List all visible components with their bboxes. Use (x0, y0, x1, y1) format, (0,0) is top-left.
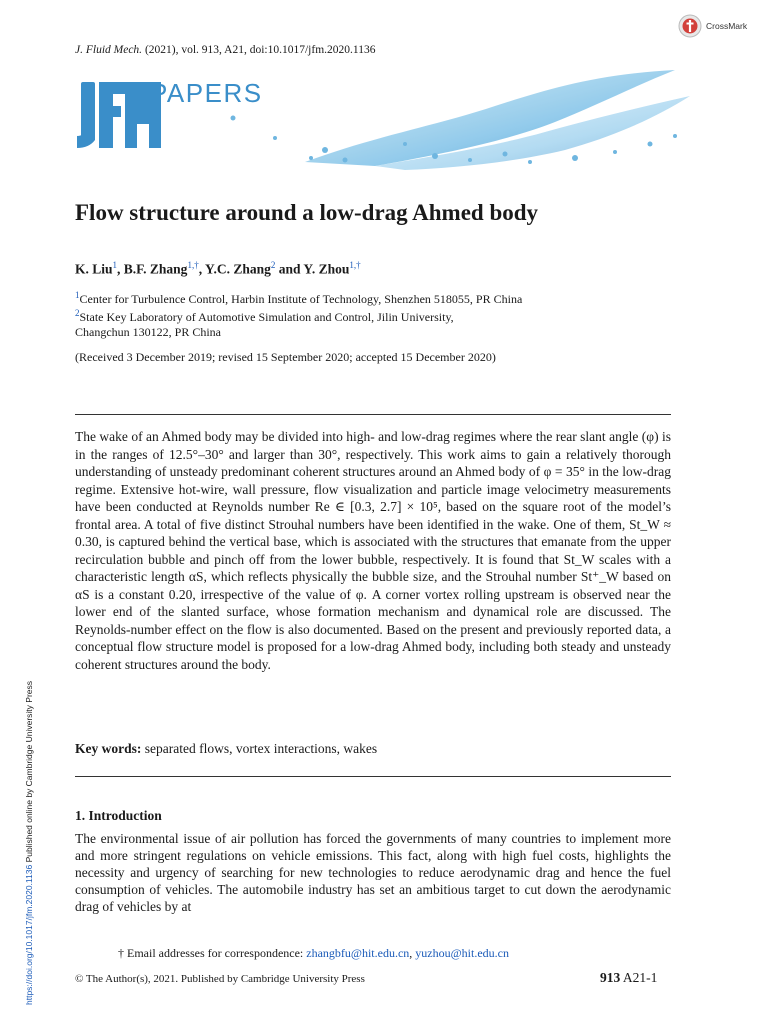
footnote-prefix: † Email addresses for correspondence: (118, 946, 304, 960)
citation-text: (2021), vol. 913, A21, doi:10.1017/jfm.2020.1136 (144, 44, 376, 56)
article-number: A21-1 (622, 970, 658, 985)
published-online: Published online by Cambridge University Press (24, 681, 34, 863)
paper-title: Flow structure around a low-drag Ahmed body (75, 200, 539, 225)
journal-name: J. Fluid Mech. (75, 44, 143, 56)
author-name: Y.C. Zhang (204, 261, 271, 277)
affiliation-text: Center for Turbulence Control, Harbin Institute of Technology, Shenzhen 518055, PR China (79, 292, 523, 306)
water-splash (305, 70, 690, 170)
received-dates: (Received 3 December 2019; revised 15 September 2020; accepted 15 December 2020) (75, 350, 496, 364)
crossmark-icon (678, 14, 702, 38)
divider-bottom (75, 776, 671, 777)
author-list: K. Liu$^1$, B.F. Zhang$^{1,\dagger}$, Y.C. Zhang$^2$ and Y. Zhou$^{1,\dagger}$ (75, 260, 361, 277)
affiliation-sup: 2 (75, 308, 80, 318)
affiliation-text-line2: Changchun 130122, PR China (75, 325, 221, 339)
keywords-text: separated flows, vortex interactions, wakes (144, 741, 378, 756)
affiliation-1 (75, 288, 522, 307)
affiliation-sup: 1 (75, 290, 80, 300)
volume-number: 913 (600, 970, 621, 985)
abstract: The wake of an Ahmed body may be divided into high- and low-drag regimes where the rear slant angle (φ) is in the ranges of 12.5°–30° and larger than 30°, respectively. This work aims to gain a relatively thorough understanding of unsteady predominant coherent structures around an Ahmed body of φ = 35° in the low-drag regime. Extensive hot-wire, wall pressure, flow visualization and particle image velocimetry measurements have been conducted at Reynolds number Re ∈ [0.3, 2.7] × 10⁵, based on the square root of the model’s frontal area. A total of five distinct Strouhal numbers have been identified in the wake. One of them, St_W ≈ 0.30, is captured behind the vertical base, which is associated with the structures that emanate from the upper recirculation bubble and pinch off from the lower bubble, respectively. It is found that St_W scales with a characteristic length αS, which reflects physically the bubble size, and the Strouhal number St⁺_W based on αS is a constant 0.20, irrespective of the value of φ. A corner vortex rolling upstream is observed near the lower end of the slanted surface, whose formation mechanism and dynamical role are discussed. The Reynolds-number effect on the flow is also documented. Based on the present and previously reported data, a conceptual flow structure model is proposed for a low-drag Ahmed body, including both steady and unsteady coherent structures around the body. (75, 429, 671, 672)
crossmark-label: CrossMark (706, 21, 748, 31)
divider-top (75, 414, 671, 415)
author-sup[interactable]: 1,† (187, 260, 199, 270)
section-body: The environmental issue of air pollution has forced the governments of many countries to implement more and more stringent regulations on vehicle emissions. This fact, along with high fuel costs, highlights the necessity and urgency of searching for new technologies to reduce aerodynamic drag and hence the fuel consumption of vehicles. The automobile industry has set an ambitious target to cut down the aerodynamic drag of vehicles by at (75, 831, 671, 914)
papers-label: PAPERS (150, 78, 263, 108)
crossmark-badge[interactable] (678, 14, 747, 38)
affiliation-2 (75, 306, 454, 340)
section-title: 1. Introduction (75, 808, 162, 823)
correspondence-footnote (118, 946, 509, 961)
keywords (75, 741, 377, 757)
author-sup[interactable]: 2 (270, 260, 276, 270)
jfm-logo (77, 82, 161, 148)
author-name: Y. Zhou (303, 261, 350, 277)
author-sup[interactable]: 1 (112, 260, 118, 270)
journal-citation (75, 44, 375, 56)
affiliation-text: State Key Laboratory of Automotive Simulation and Control, Jilin University, (79, 310, 454, 324)
author-name: B.F. Zhang (123, 261, 188, 277)
page-number (600, 970, 657, 986)
email-link-2[interactable]: yuzhou@hit.edu.cn (415, 946, 509, 960)
copyright-line: © The Author(s), 2021. Published by Cambridge University Press (75, 973, 365, 985)
side-doi-strip (12, 660, 34, 1005)
doi-link[interactable]: https://doi.org/10.1017/jfm.2020.1136 (24, 864, 34, 1005)
email-separator: , (409, 946, 413, 960)
author-sup[interactable]: 1,† (349, 260, 361, 270)
email-link-1[interactable]: zhangbfu@hit.edu.cn (306, 946, 410, 960)
author-name: K. Liu (75, 261, 113, 277)
keywords-label: Key words: (75, 741, 142, 756)
